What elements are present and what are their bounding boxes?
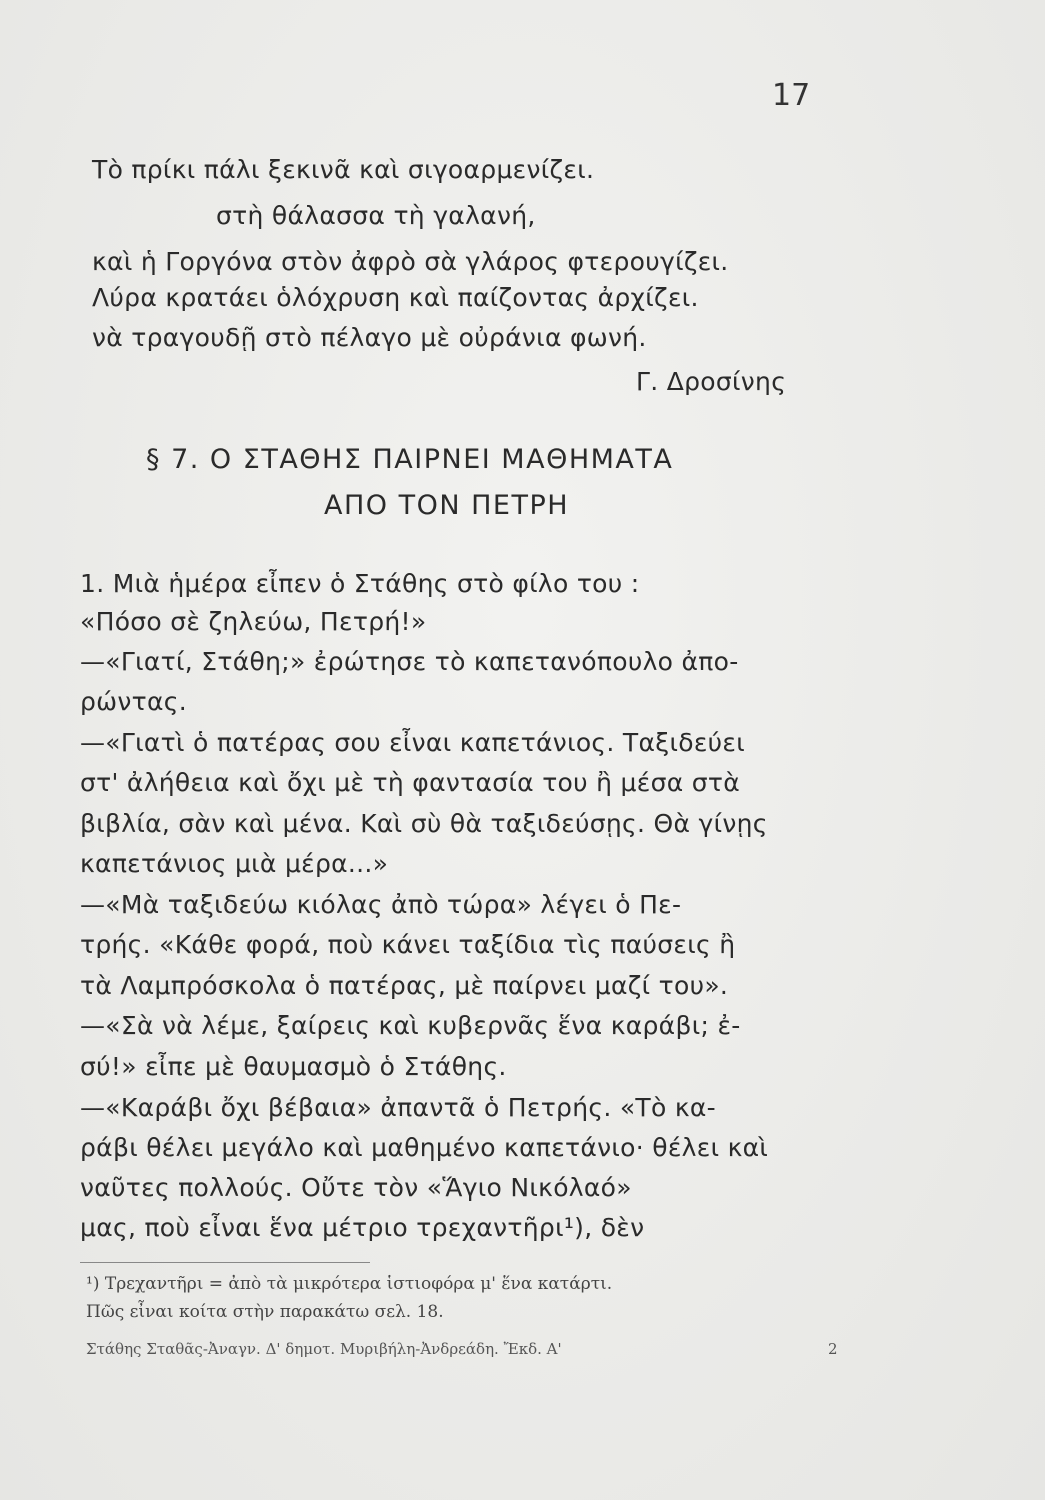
sheet-number: 2 xyxy=(828,1340,838,1358)
body-line: βιβλία, σὰν καὶ μένα. Καὶ σὺ θὰ ταξιδεύσῃς. Θὰ γίνῃς xyxy=(80,809,768,838)
body-line: τὰ Λαμπρόσκολα ὁ πατέρας, μὲ παίρνει μαζί του». xyxy=(80,971,729,1000)
body-line: στ' ἀλήθεια καὶ ὄχι μὲ τὴ φαντασία του ἢ μέσα στὰ xyxy=(80,768,741,797)
footnote-divider xyxy=(80,1262,370,1263)
printer-signature: Στάθης Σταθᾶς-Ἀναγν. Δ' δημοτ. Μυριβήλη-Ἀνδρεάδη. Ἔκδ. Α' xyxy=(86,1340,562,1358)
body-line: σύ!» εἶπε μὲ θαυμασμὸ ὁ Στάθης. xyxy=(80,1052,507,1081)
body-line: ρώντας. xyxy=(80,687,188,716)
poem-line: στὴ θάλασσα τὴ γαλανή, xyxy=(216,201,536,230)
poem-line: Τὸ πρίκι πάλι ξεκινᾶ καὶ σιγοαρμενίζει. xyxy=(92,155,595,184)
footnote-line: ¹) Τρεχαντῆρι = ἀπὸ τὰ μικρότερα ἱστιοφόρα μ' ἕνα κατάρτι. xyxy=(86,1274,613,1294)
poem-author: Γ. Δροσίνης xyxy=(636,367,787,396)
body-line: τρής. «Κάθε φορά, ποὺ κάνει ταξίδια τὶς παύσεις ἢ xyxy=(80,930,736,959)
poem-line: νὰ τραγουδῇ στὸ πέλαγο μὲ οὐράνια φωνή. xyxy=(92,323,647,352)
poem-line: Λύρα κρατάει ὁλόχρυση καὶ παίζοντας ἀρχίζει. xyxy=(92,283,699,312)
body-line: ναῦτες πολλούς. Οὔτε τὸν «Ἅγιο Νικόλαό» xyxy=(80,1173,632,1202)
section-heading: § 7. Ο ΣΤΑΘΗΣ ΠΑΙΡΝΕΙ ΜΑΘΗΜΑΤΑ xyxy=(146,444,674,475)
body-line: μας, ποὺ εἶναι ἕνα μέτριο τρεχαντῆρι¹), δὲν xyxy=(80,1213,645,1242)
page-number: 17 xyxy=(772,78,811,113)
body-line: 1. Μιὰ ἡμέρα εἶπεν ὁ Στάθης στὸ φίλο του : xyxy=(80,569,640,598)
body-line: «Πόσο σὲ ζηλεύω, Πετρή!» xyxy=(80,607,427,636)
section-subheading: ΑΠΟ ΤΟΝ ΠΕΤΡΗ xyxy=(324,490,570,521)
body-line: —«Καράβι ὄχι βέβαια» ἀπαντᾶ ὁ Πετρής. «Τὸ κα- xyxy=(80,1093,716,1122)
footnote-line: Πῶς εἶναι κοίτα στὴν παρακάτω σελ. 18. xyxy=(86,1302,444,1322)
body-line: —«Μὰ ταξιδεύω κιόλας ἀπὸ τώρα» λέγει ὁ Πε- xyxy=(80,890,682,919)
body-line: —«Γιατί, Στάθη;» ἐρώτησε τὸ καπετανόπουλο ἀπο- xyxy=(80,647,739,676)
poem-line: καὶ ἡ Γοργόνα στὸν ἀφρὸ σὰ γλάρος φτερουγίζει. xyxy=(92,247,729,276)
body-line: καπετάνιος μιὰ μέρα...» xyxy=(80,849,389,878)
body-line: —«Σὰ νὰ λέμε, ξαίρεις καὶ κυβερνᾶς ἕνα καράβι; ἐ- xyxy=(80,1011,741,1040)
body-line: ράβι θέλει μεγάλο καὶ μαθημένο καπετάνιο· θέλει καὶ xyxy=(80,1133,769,1162)
body-line: —«Γιατὶ ὁ πατέρας σου εἶναι καπετάνιος. Ταξιδεύει xyxy=(80,728,745,757)
